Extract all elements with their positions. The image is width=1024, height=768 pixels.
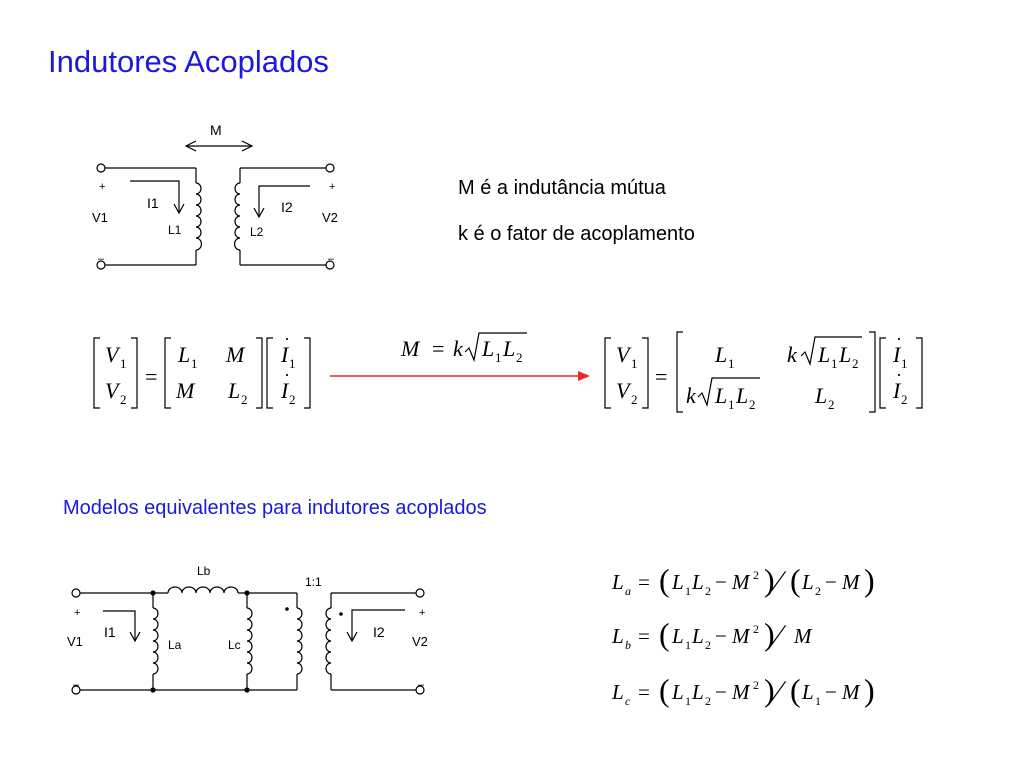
ratio-label: 1:1 bbox=[305, 575, 322, 589]
v2-minus-2: – bbox=[418, 679, 425, 691]
v1-minus: – bbox=[98, 253, 105, 265]
svg-text:L: L bbox=[802, 680, 814, 704]
svg-text:): ) bbox=[864, 672, 875, 708]
svg-text:1: 1 bbox=[815, 694, 821, 708]
coupling-factor-note: k é o fator de acoplamento bbox=[458, 223, 695, 245]
svg-text:1: 1 bbox=[495, 350, 502, 365]
svg-text:L: L bbox=[802, 570, 814, 594]
svg-text:V: V bbox=[105, 378, 119, 403]
svg-text:2: 2 bbox=[516, 350, 523, 365]
svg-text:L: L bbox=[815, 383, 828, 408]
svg-text:1: 1 bbox=[901, 356, 908, 371]
svg-text:2: 2 bbox=[828, 397, 835, 412]
l1-label: L1 bbox=[168, 223, 182, 237]
svg-text:1: 1 bbox=[728, 356, 735, 371]
svg-text:M: M bbox=[176, 378, 195, 403]
svg-text:−: − bbox=[825, 570, 837, 594]
svg-text:L: L bbox=[612, 570, 624, 594]
svg-text:1: 1 bbox=[685, 694, 691, 708]
svg-text:L: L bbox=[672, 570, 684, 594]
svg-text:I: I bbox=[281, 342, 289, 367]
svg-text:M: M bbox=[732, 570, 750, 594]
svg-text:M: M bbox=[401, 336, 420, 361]
v2-minus: – bbox=[328, 253, 335, 265]
svg-text:−: − bbox=[825, 680, 837, 704]
svg-text:I: I bbox=[893, 342, 901, 367]
svg-text:I: I bbox=[281, 378, 289, 403]
svg-text:L: L bbox=[672, 680, 684, 704]
svg-text:=: = bbox=[638, 680, 650, 704]
svg-text:(: ( bbox=[790, 562, 801, 598]
svg-text:): ) bbox=[764, 562, 775, 598]
v1-minus-2: – bbox=[73, 679, 80, 691]
svg-text:2: 2 bbox=[749, 397, 756, 412]
svg-text:=: = bbox=[655, 364, 668, 389]
svg-text:M: M bbox=[842, 680, 860, 704]
svg-text:): ) bbox=[864, 562, 875, 598]
svg-text:1: 1 bbox=[631, 356, 638, 371]
svg-text:L: L bbox=[612, 624, 624, 648]
svg-text:L: L bbox=[839, 342, 852, 367]
svg-text:L: L bbox=[736, 383, 749, 408]
svg-text:M: M bbox=[794, 624, 812, 648]
i2-label: I2 bbox=[281, 199, 293, 215]
svg-text:1: 1 bbox=[728, 397, 735, 412]
svg-text:2: 2 bbox=[815, 584, 821, 598]
lb-label: Lb bbox=[197, 564, 211, 578]
svg-text:k: k bbox=[787, 342, 797, 367]
svg-text:L: L bbox=[482, 336, 495, 361]
i1-label-2: I1 bbox=[104, 624, 116, 640]
svg-text:(: ( bbox=[659, 562, 670, 598]
svg-text:=: = bbox=[432, 336, 445, 361]
svg-text:V: V bbox=[616, 378, 630, 403]
svg-text:2: 2 bbox=[120, 392, 127, 407]
v2-label-2: V2 bbox=[412, 634, 428, 649]
svg-text:2: 2 bbox=[705, 694, 711, 708]
svg-text:=: = bbox=[145, 364, 158, 389]
svg-text:2: 2 bbox=[753, 568, 759, 582]
svg-text:M: M bbox=[732, 680, 750, 704]
svg-text:2: 2 bbox=[852, 356, 859, 371]
svg-text:): ) bbox=[764, 672, 775, 708]
page-title: Indutores Acoplados bbox=[48, 44, 329, 79]
svg-text:1: 1 bbox=[685, 584, 691, 598]
svg-text:V: V bbox=[105, 342, 119, 367]
svg-text:L: L bbox=[228, 378, 241, 403]
svg-text:∕: ∕ bbox=[776, 675, 782, 708]
svg-text:(: ( bbox=[659, 616, 670, 652]
svg-text:k: k bbox=[453, 336, 463, 361]
svg-text:M: M bbox=[226, 342, 245, 367]
l2-label: L2 bbox=[250, 225, 264, 239]
svg-text:1: 1 bbox=[289, 356, 296, 371]
svg-text:L: L bbox=[503, 336, 516, 361]
svg-text:2: 2 bbox=[289, 392, 296, 407]
svg-text:2: 2 bbox=[705, 638, 711, 652]
v2-plus: + bbox=[329, 181, 336, 193]
i1-label: I1 bbox=[147, 195, 159, 211]
svg-text:L: L bbox=[818, 342, 831, 367]
svg-text:L: L bbox=[672, 624, 684, 648]
svg-text:·: · bbox=[896, 329, 902, 349]
svg-text:2: 2 bbox=[241, 392, 248, 407]
svg-text:L: L bbox=[692, 680, 704, 704]
svg-text:1: 1 bbox=[191, 356, 198, 371]
v2-plus-2: + bbox=[419, 607, 426, 619]
svg-text:1: 1 bbox=[831, 356, 838, 371]
svg-text:(: ( bbox=[790, 672, 801, 708]
svg-text:·: · bbox=[896, 365, 902, 385]
svg-text:M: M bbox=[842, 570, 860, 594]
svg-text:·: · bbox=[284, 329, 290, 349]
svg-text:1: 1 bbox=[120, 356, 127, 371]
svg-text:): ) bbox=[764, 616, 775, 652]
v1-label-2: V1 bbox=[67, 634, 83, 649]
svg-text:b: b bbox=[625, 638, 631, 652]
svg-text:V: V bbox=[616, 342, 630, 367]
svg-text:L: L bbox=[715, 342, 728, 367]
svg-text:L: L bbox=[612, 680, 624, 704]
svg-text:∕: ∕ bbox=[776, 619, 782, 652]
svg-text:2: 2 bbox=[705, 584, 711, 598]
i2-label-2: I2 bbox=[373, 624, 385, 640]
svg-text:M: M bbox=[732, 624, 750, 648]
svg-text:1: 1 bbox=[685, 638, 691, 652]
mutual-label: M bbox=[210, 122, 222, 138]
svg-text:I: I bbox=[893, 378, 901, 403]
svg-text:2: 2 bbox=[901, 392, 908, 407]
svg-text:L: L bbox=[178, 342, 191, 367]
svg-text:L: L bbox=[715, 383, 728, 408]
svg-text:−: − bbox=[715, 570, 727, 594]
svg-text:=: = bbox=[638, 570, 650, 594]
section-subtitle: Modelos equivalentes para indutores acoplados bbox=[63, 497, 487, 519]
svg-text:c: c bbox=[625, 694, 631, 708]
la-label: La bbox=[168, 638, 182, 652]
svg-text:k: k bbox=[686, 383, 696, 408]
svg-text:·: · bbox=[284, 365, 290, 385]
svg-text:2: 2 bbox=[753, 622, 759, 636]
svg-text:−: − bbox=[715, 680, 727, 704]
v1-plus: + bbox=[99, 181, 106, 193]
svg-text:2: 2 bbox=[753, 678, 759, 692]
svg-text:∕: ∕ bbox=[776, 565, 782, 598]
svg-text:=: = bbox=[638, 624, 650, 648]
svg-text:L: L bbox=[692, 624, 704, 648]
svg-text:−: − bbox=[715, 624, 727, 648]
v1-label: V1 bbox=[92, 210, 108, 225]
svg-text:(: ( bbox=[659, 672, 670, 708]
svg-text:L: L bbox=[692, 570, 704, 594]
svg-text:2: 2 bbox=[631, 392, 638, 407]
v1-plus-2: + bbox=[74, 607, 81, 619]
svg-text:a: a bbox=[625, 584, 631, 598]
v2-label: V2 bbox=[322, 210, 338, 225]
lc-label: Lc bbox=[228, 638, 241, 652]
mutual-inductance-note: M é a indutância mútua bbox=[458, 177, 666, 199]
